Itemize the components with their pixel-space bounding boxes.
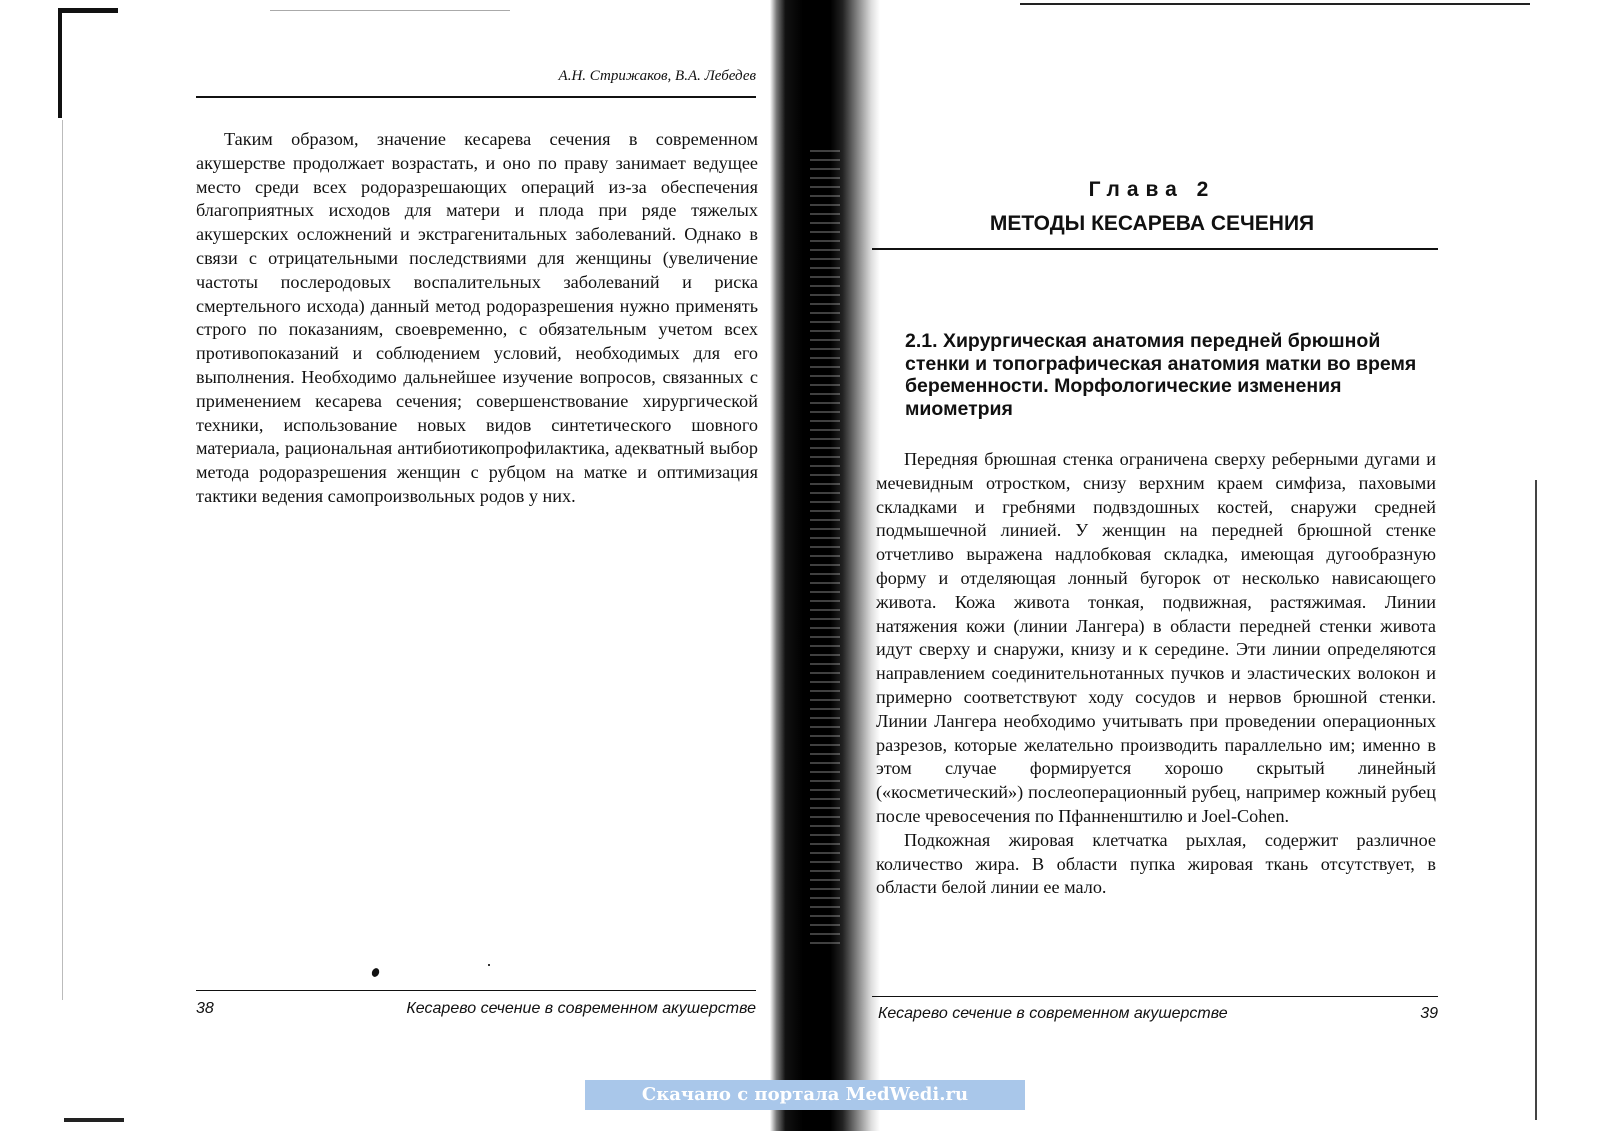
- footer-rule: [196, 990, 756, 991]
- chapter-rule: [872, 248, 1438, 250]
- section-heading: 2.1. Хирургическая анатомия передней брюшной стенки и топографическая анатомия матки во время беременности. Морфологические изменения миометрия: [905, 330, 1417, 420]
- footer-rule: [872, 996, 1438, 997]
- left-page-body: [196, 128, 758, 509]
- stray-ink-mark: [370, 967, 380, 978]
- right-paragraph: Передняя брюшная стенка ограничена сверху реберными дугами и мечевидным отростком, снизу верхним краем симфиза, паховыми складками и гребнями подвздошных костей, снаружи средней подмышечной линией. У женщин на передней брюшной стенке отчетливо выражена надлобковая складка, имеющая дугообразную форму и отделяющая лонный бугорок от несколько нависающего живота. Кожа живота тонкая, подвижная, растяжимая. Линии натяжения кожи (линии Лангера) в области передней стенки живота идут сверху и снаружи, книзу и к середине. Эти линии определяются направлением соединительнотанных пучков и эластических волокон и примерно соответствуют ходу сосудов и нервов брюшной стенки. Линии Лангера необходимо учитывать при проведении операционных разрезов, которые желательно производить параллельно им; именно в этом случае формируется хорошо скрытый линейный («косметический») послеоперационный рубец, например кожный рубец после чревосечения по Пфанненштилю и Joel-Cohen.: [876, 449, 1436, 826]
- chapter-title: МЕТОДЫ КЕСАРЕВА СЕЧЕНИЯ: [989, 212, 1315, 235]
- right-page-number: 39: [1420, 1005, 1438, 1022]
- right-paragraph: Подкожная жировая клетчатка рыхлая, содержит различное количество жира. В области пупка жировая ткань отсутствует, в области белой линии ее мало.: [876, 829, 1436, 898]
- scan-edge: [1535, 480, 1537, 1120]
- scan-edge: [62, 120, 63, 1000]
- left-footer-title: Кесарево сечение в современном акушерстве: [406, 1000, 756, 1017]
- scan-edge: [270, 10, 510, 11]
- stray-ink-mark: [488, 964, 490, 966]
- left-page-header: А.Н. Стрижаков, В.А. Лебедев: [558, 68, 756, 84]
- scan-corner-mark: [64, 1118, 124, 1122]
- book-spine-shadow: [810, 150, 840, 950]
- right-page-body: [876, 448, 1436, 900]
- watermark-banner: Скачано с портала MedWedi.ru: [585, 1080, 1025, 1110]
- chapter-label: Глава 2: [1088, 178, 1216, 201]
- scan-corner-mark: [58, 8, 118, 13]
- scan-corner-mark: [58, 8, 62, 118]
- right-footer-title: Кесарево сечение в современном акушерстве: [878, 1005, 1228, 1022]
- scan-edge: [1020, 3, 1530, 5]
- header-rule: [196, 96, 756, 98]
- left-paragraph: Таким образом, значение кесарева сечения в современном акушерстве продолжает возрастать, и оно по праву занимает ведущее место среди всех родоразрешающих операций из-за обеспечения благоприятных исходов для матери и плода при ряде тяжелых акушерских осложнений и экстрагенитальных заболеваний. Однако в связи с отрицательными последствиями для женщины (увеличение частоты послеродовых воспалительных заболеваний и риска смертельного исхода) данный метод родоразрешения нужно применять строго по показаниям, своевременно, с обязательным учетом всех противопоказаний и соблюдением условий, необходимых для его выполнения. Необходимо дальнейшее изучение вопросов, связанных с применением кесарева сечения; совершенствование хирургической техники, использование новых видов синтетического шовного материала, рациональная антибиотикопрофилактика, адекватный выбор метода родоразрешения женщин с рубцом на матке и оптимизация тактики ведения самопроизвольных родов у них.: [196, 129, 758, 506]
- left-page-number: 38: [196, 1000, 214, 1017]
